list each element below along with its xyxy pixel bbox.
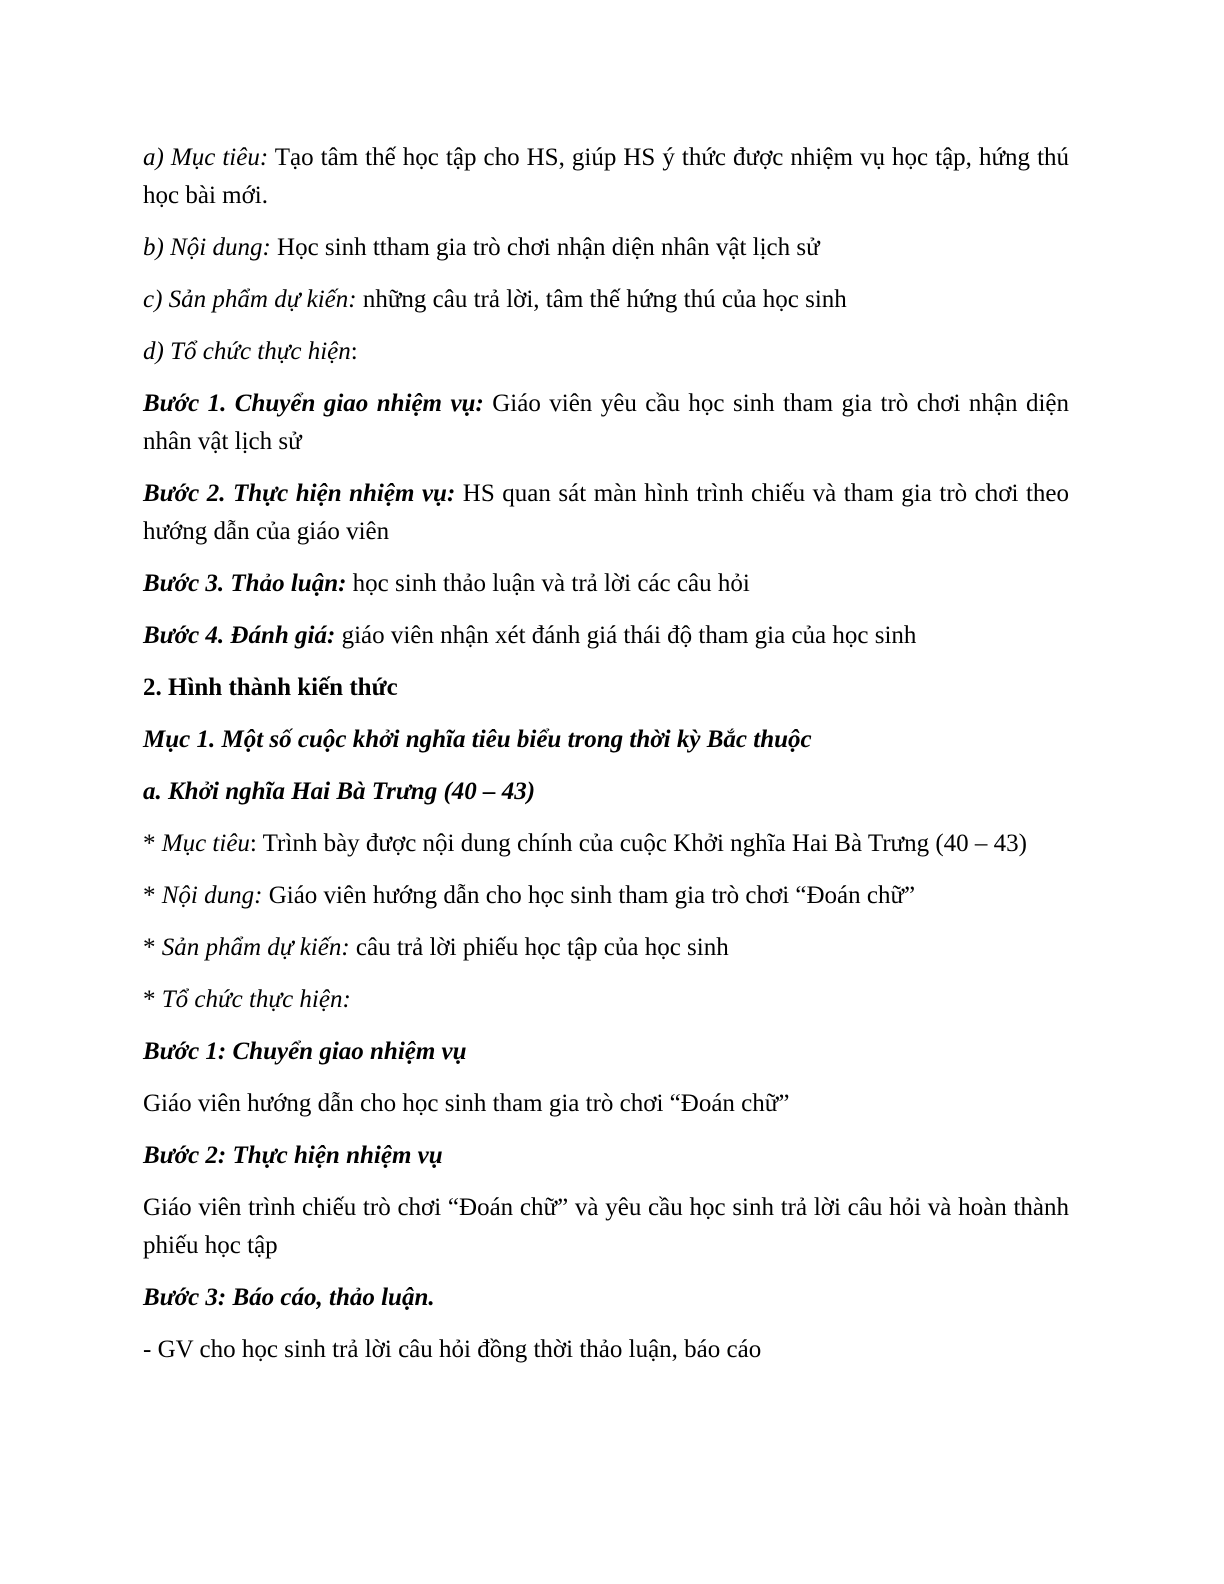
bullet-organize bbox=[143, 981, 1069, 1019]
step-3-label: Bước 3. Thảo luận: bbox=[143, 570, 347, 597]
step-3-text: học sinh thảo luận và trả lời các câu hỏi bbox=[346, 570, 750, 597]
step-1-heading: Bước 1: Chuyển giao nhiệm vụ bbox=[143, 1038, 467, 1065]
product-c-text: những câu trả lời, tâm thế hứng thú của học sinh bbox=[356, 286, 847, 313]
bullet-product bbox=[143, 929, 1069, 967]
bullet-objective-label: Mục tiêu bbox=[161, 830, 250, 857]
step-1-body: Giáo viên hướng dẫn cho học sinh tham gia trò chơi “Đoán chữ” bbox=[143, 1090, 790, 1117]
bullet-objective-prefix: * bbox=[143, 830, 162, 857]
step-2-text: HS quan sát màn hình trình chiếu và tham gia trò chơi theo hướng dẫn của giáo viên bbox=[143, 480, 1070, 545]
step-3-heading: Bước 3: Báo cáo, thảo luận. bbox=[143, 1284, 435, 1311]
subsection-heading-1: Mục 1. Một số cuộc khởi nghĩa tiêu biểu trong thời kỳ Bắc thuộc bbox=[143, 726, 812, 753]
step-2 bbox=[143, 475, 1069, 551]
step-4-label: Bước 4. Đánh giá: bbox=[143, 622, 336, 649]
step-4-text: giáo viên nhận xét đánh giá thái độ tham gia của học sinh bbox=[335, 622, 917, 649]
objective-a-label: a) Mục tiêu: bbox=[143, 144, 269, 171]
bullet-content-prefix: * bbox=[143, 882, 162, 909]
product-c bbox=[143, 281, 1069, 319]
product-c-label: c) Sản phẩm dự kiến: bbox=[143, 286, 357, 313]
objective-a bbox=[143, 139, 1069, 215]
content-b-label: b) Nội dung: bbox=[143, 234, 271, 261]
bullet-objective-text: : Trình bày được nội dung chính của cuộc Khởi nghĩa Hai Bà Trưng (40 – 43) bbox=[249, 830, 1028, 857]
step-4 bbox=[143, 617, 1069, 655]
uprising-heading: a. Khởi nghĩa Hai Bà Trưng (40 – 43) bbox=[143, 778, 536, 805]
organize-d-label: d) Tổ chức thực hiện bbox=[143, 338, 351, 365]
bullet-content bbox=[143, 877, 1069, 915]
objective-a-text: Tạo tâm thế học tập cho HS, giúp HS ý thức được nhiệm vụ học tập, hứng thú học bài mới. bbox=[143, 144, 1070, 209]
step-1-label: Bước 1. Chuyển giao nhiệm vụ: bbox=[143, 390, 484, 417]
bullet-organize-prefix: * bbox=[143, 986, 162, 1013]
step-2-body: Giáo viên trình chiếu trò chơi “Đoán chữ” và yêu cầu học sinh trả lời câu hỏi và hoàn thành phiếu học tập bbox=[143, 1194, 1069, 1259]
step-1 bbox=[143, 385, 1069, 461]
step-3-body: - GV cho học sinh trả lời câu hỏi đồng thời thảo luận, báo cáo bbox=[143, 1336, 762, 1363]
content-b bbox=[143, 229, 1069, 267]
content-b-text: Học sinh ttham gia trò chơi nhận diện nhân vật lịch sử bbox=[270, 234, 820, 261]
bullet-content-label: Nội dung: bbox=[161, 882, 263, 909]
bullet-product-text: câu trả lời phiếu học tập của học sinh bbox=[349, 934, 729, 961]
document-page bbox=[143, 139, 1069, 1369]
bullet-organize-label: Tổ chức thực hiện: bbox=[161, 986, 351, 1013]
step-3 bbox=[143, 565, 1069, 603]
step-1-text: Giáo viên yêu cầu học sinh tham gia trò chơi nhận diện nhân vật lịch sử bbox=[143, 390, 1069, 455]
step-2-label: Bước 2. Thực hiện nhiệm vụ: bbox=[143, 480, 456, 507]
step-2-heading: Bước 2: Thực hiện nhiệm vụ bbox=[143, 1142, 443, 1169]
bullet-product-label: Sản phẩm dự kiến: bbox=[161, 934, 350, 961]
section-heading-2: 2. Hình thành kiến thức bbox=[143, 674, 398, 701]
bullet-content-text: Giáo viên hướng dẫn cho học sinh tham gia trò chơi “Đoán chữ” bbox=[262, 882, 916, 909]
organize-d bbox=[143, 333, 1069, 371]
bullet-product-prefix: * bbox=[143, 934, 162, 961]
bullet-objective bbox=[143, 825, 1069, 863]
organize-d-text: : bbox=[350, 338, 358, 365]
